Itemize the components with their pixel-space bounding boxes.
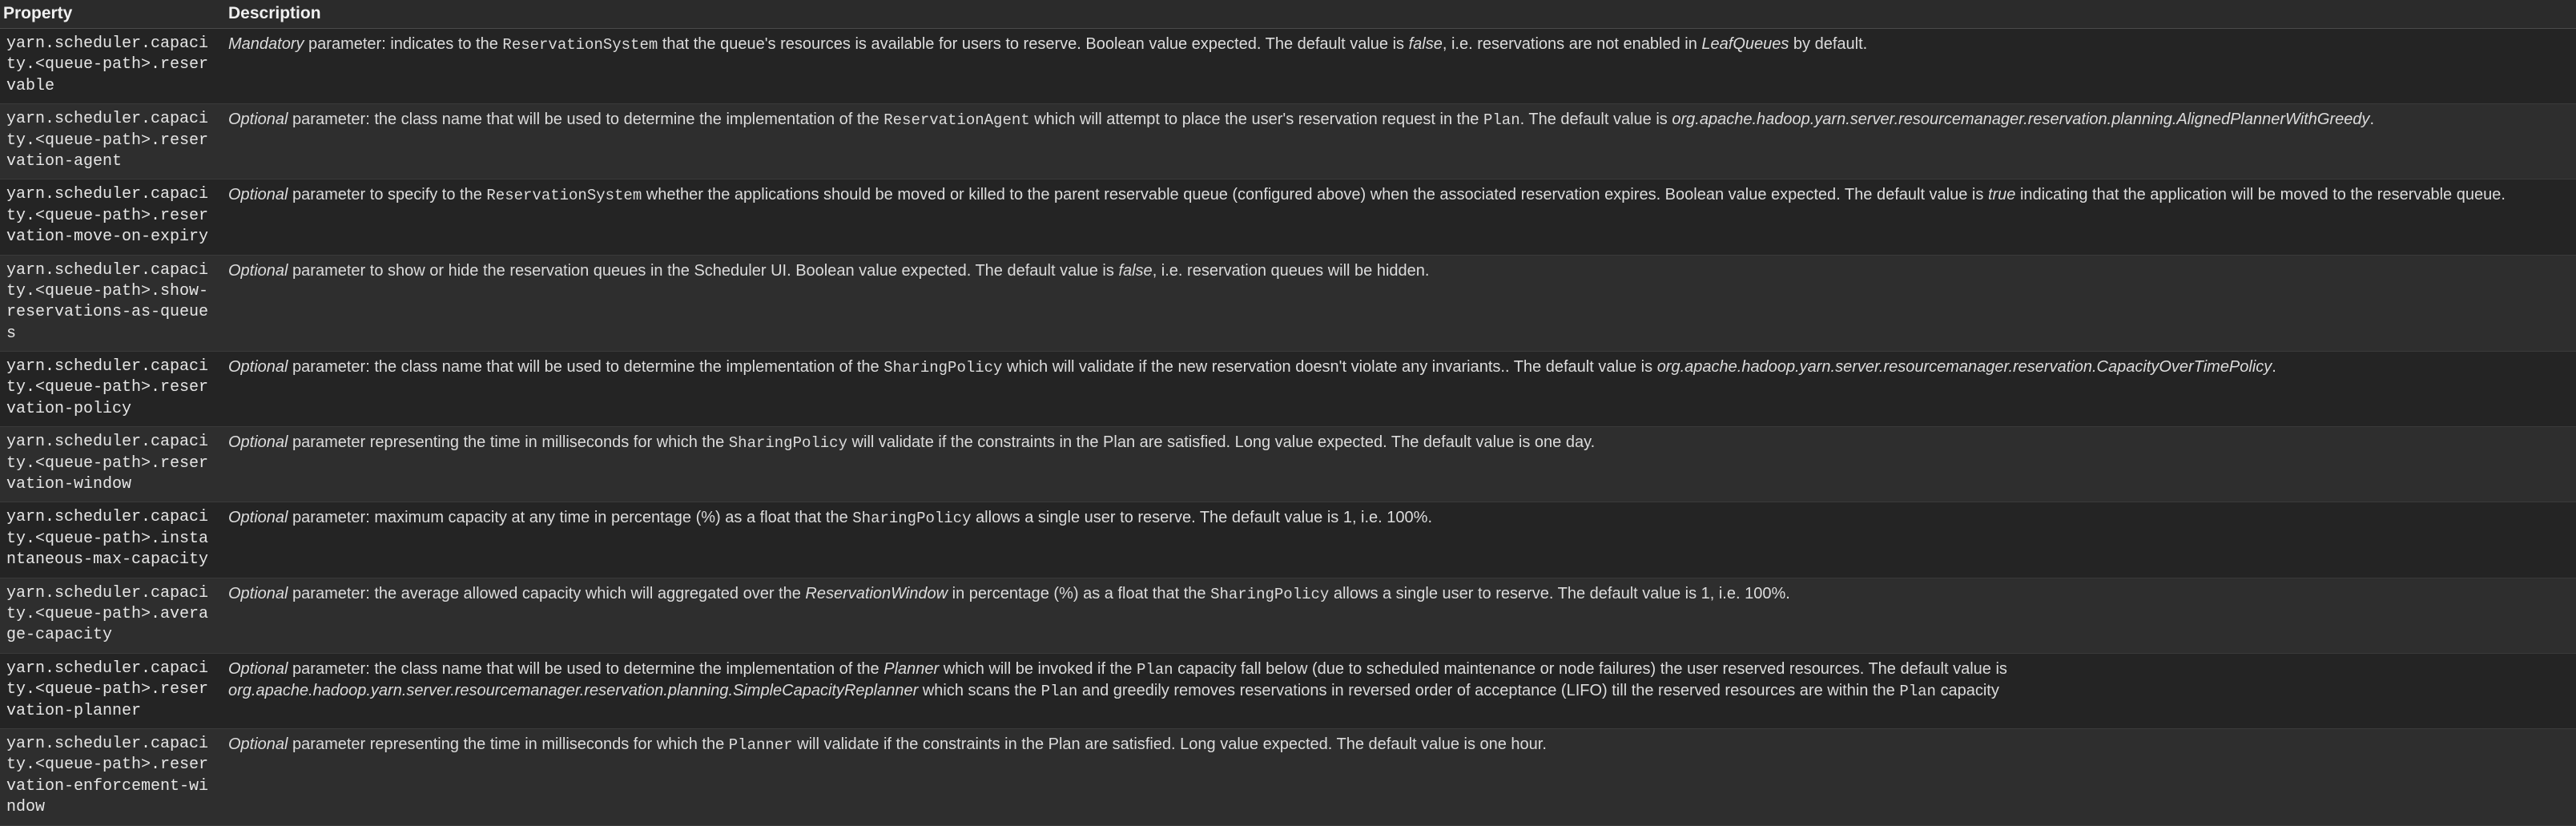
description-fragment: false [1408, 35, 1443, 53]
property-description-cell [222, 578, 2576, 653]
description-fragment: Optional [228, 111, 288, 129]
table-row [0, 578, 2576, 653]
table-body [0, 29, 2576, 826]
description-fragment: which will attempt to place the user's reservation request in the [1029, 111, 1483, 129]
description-fragment: will validate if the constraints in the Plan are satisfied. Long value expected. The default value is one hour. [792, 735, 1547, 753]
description-fragment: LeafQueues [1701, 35, 1789, 53]
column-header-property: Property [0, 0, 222, 29]
table-row [0, 255, 2576, 352]
property-description-cell [222, 427, 2576, 502]
description-fragment: parameter representing the time in milliseconds for which the [288, 433, 729, 452]
description-fragment: Optional [228, 433, 288, 452]
description-fragment: Planner [883, 659, 940, 678]
property-name-cell: yarn.scheduler.capacity.<queue-path>.show-reservations-as-queues [0, 255, 222, 352]
property-description-cell [222, 104, 2576, 179]
property-name-cell: yarn.scheduler.capacity.<queue-path>.reservation-planner [0, 653, 222, 728]
description-fragment: allows a single user to reserve. The default value is 1, i.e. 100%. [971, 509, 1432, 527]
description-fragment: Mandatory [228, 35, 304, 53]
description-fragment: parameter representing the time in milliseconds for which the [288, 735, 729, 753]
description-fragment: . [2272, 358, 2276, 377]
description-fragment: ReservationSystem [486, 187, 642, 205]
description-fragment: SharingPolicy [1210, 585, 1330, 603]
table-row [0, 502, 2576, 578]
table-header [0, 0, 2576, 29]
description-fragment: . [2369, 111, 2374, 129]
description-fragment: , i.e. reservation queues will be hidden. [1152, 261, 1430, 280]
description-fragment: capacity fall below (due to scheduled maintenance or node failures) the user reserved resources. The default value is [1173, 659, 2007, 678]
table-row [0, 179, 2576, 255]
description-fragment: org.apache.hadoop.yarn.server.resourcemanager.reservation.planning.SimpleCapacityReplanner [228, 681, 919, 699]
description-fragment: Optional [228, 186, 288, 204]
description-fragment: allows a single user to reserve. The default value is 1, i.e. 100%. [1329, 584, 1790, 602]
description-fragment: Optional [228, 584, 288, 602]
description-fragment: Planner [728, 735, 793, 754]
description-fragment: capacity [1935, 681, 1999, 699]
table-row [0, 653, 2576, 728]
table-header-row [0, 0, 2576, 29]
description-fragment: parameter: the class name that will be used to determine the implementation of the [288, 659, 884, 678]
property-name-cell: yarn.scheduler.capacity.<queue-path>.instantaneous-max-capacity [0, 502, 222, 578]
description-fragment: parameter to specify to the [288, 186, 487, 204]
property-description-cell [222, 179, 2576, 255]
description-fragment: ReservationAgent [883, 111, 1030, 130]
description-fragment: which will be invoked if the [939, 659, 1137, 678]
column-header-description: Description [222, 0, 2576, 29]
table-row [0, 29, 2576, 104]
description-fragment: indicating that the application will be moved to the reservable queue. [2015, 186, 2506, 204]
property-name-cell: yarn.scheduler.capacity.<queue-path>.reservation-enforcement-window [0, 728, 222, 825]
description-fragment: will validate if the constraints in the Plan are satisfied. Long value expected. The default value is one day. [847, 433, 1596, 452]
description-fragment: SharingPolicy [852, 510, 972, 528]
description-fragment: in percentage (%) as a float that the [948, 584, 1211, 602]
description-fragment: and greedily removes reservations in reversed order of acceptance (LIFO) till the reserved resources are within the [1077, 681, 1900, 699]
description-fragment: ReservationWindow [805, 584, 948, 602]
property-description-cell [222, 255, 2576, 352]
property-name-cell: yarn.scheduler.capacity.<queue-path>.reservation-agent [0, 104, 222, 179]
description-fragment: Optional [228, 735, 288, 753]
description-fragment: which will validate if the new reservation doesn't violate any invariants.. The default value is [1002, 358, 1657, 377]
description-fragment: org.apache.hadoop.yarn.server.resourcemanager.reservation.planning.AlignedPlannerWithGreedy [1672, 111, 2370, 129]
description-fragment: Optional [228, 358, 288, 377]
property-name-cell: yarn.scheduler.capacity.<queue-path>.average-capacity [0, 578, 222, 653]
table-row [0, 352, 2576, 427]
property-description-cell [222, 728, 2576, 825]
property-description-cell [222, 29, 2576, 104]
property-description-cell [222, 352, 2576, 427]
description-fragment: parameter to show or hide the reservation queues in the Scheduler UI. Boolean value expected. The default value is [288, 261, 1119, 280]
description-fragment: , i.e. reservations are not enabled in [1442, 35, 1702, 53]
table-row [0, 104, 2576, 179]
description-fragment: which scans the [918, 681, 1041, 699]
description-fragment: parameter: the average allowed capacity which will aggregated over the [288, 584, 806, 602]
description-fragment: Plan [1040, 682, 1078, 700]
description-fragment: . The default value is [1519, 111, 1672, 129]
description-fragment: by default. [1789, 35, 1868, 53]
description-fragment: parameter: maximum capacity at any time in percentage (%) as a float that the [288, 509, 853, 527]
table-row [0, 427, 2576, 502]
description-fragment: whether the applications should be moved or killed to the parent reservable queue (configured above) when the associated reservation expires. Boolean value expected. The default value is [642, 186, 1988, 204]
description-fragment: SharingPolicy [883, 359, 1003, 377]
property-name-cell: yarn.scheduler.capacity.<queue-path>.reservation-policy [0, 352, 222, 427]
property-name-cell: yarn.scheduler.capacity.<queue-path>.reservation-move-on-expiry [0, 179, 222, 255]
property-name-cell: yarn.scheduler.capacity.<queue-path>.reservable [0, 29, 222, 104]
description-fragment: Optional [228, 261, 288, 280]
table-row [0, 728, 2576, 825]
description-fragment: ReservationSystem [502, 36, 658, 54]
description-fragment: SharingPolicy [728, 434, 847, 453]
description-fragment: Plan [1899, 682, 1936, 700]
property-description-cell [222, 502, 2576, 578]
property-name-cell: yarn.scheduler.capacity.<queue-path>.reservation-window [0, 427, 222, 502]
description-fragment: false [1118, 261, 1153, 280]
description-fragment: Plan [1136, 660, 1173, 679]
description-fragment: Optional [228, 659, 288, 678]
description-fragment: parameter: indicates to the [304, 35, 503, 53]
description-fragment: Optional [228, 509, 288, 527]
description-fragment: parameter: the class name that will be used to determine the implementation of the [288, 111, 884, 129]
description-fragment: true [1987, 186, 2016, 204]
description-fragment: Plan [1483, 111, 1520, 130]
description-fragment: org.apache.hadoop.yarn.server.resourcemanager.reservation.CapacityOverTimePolicy [1656, 358, 2272, 377]
description-fragment: that the queue's resources is available for users to reserve. Boolean value expected. The default value is [658, 35, 1409, 53]
description-fragment: parameter: the class name that will be used to determine the implementation of the [288, 358, 884, 377]
property-description-cell [222, 653, 2576, 728]
